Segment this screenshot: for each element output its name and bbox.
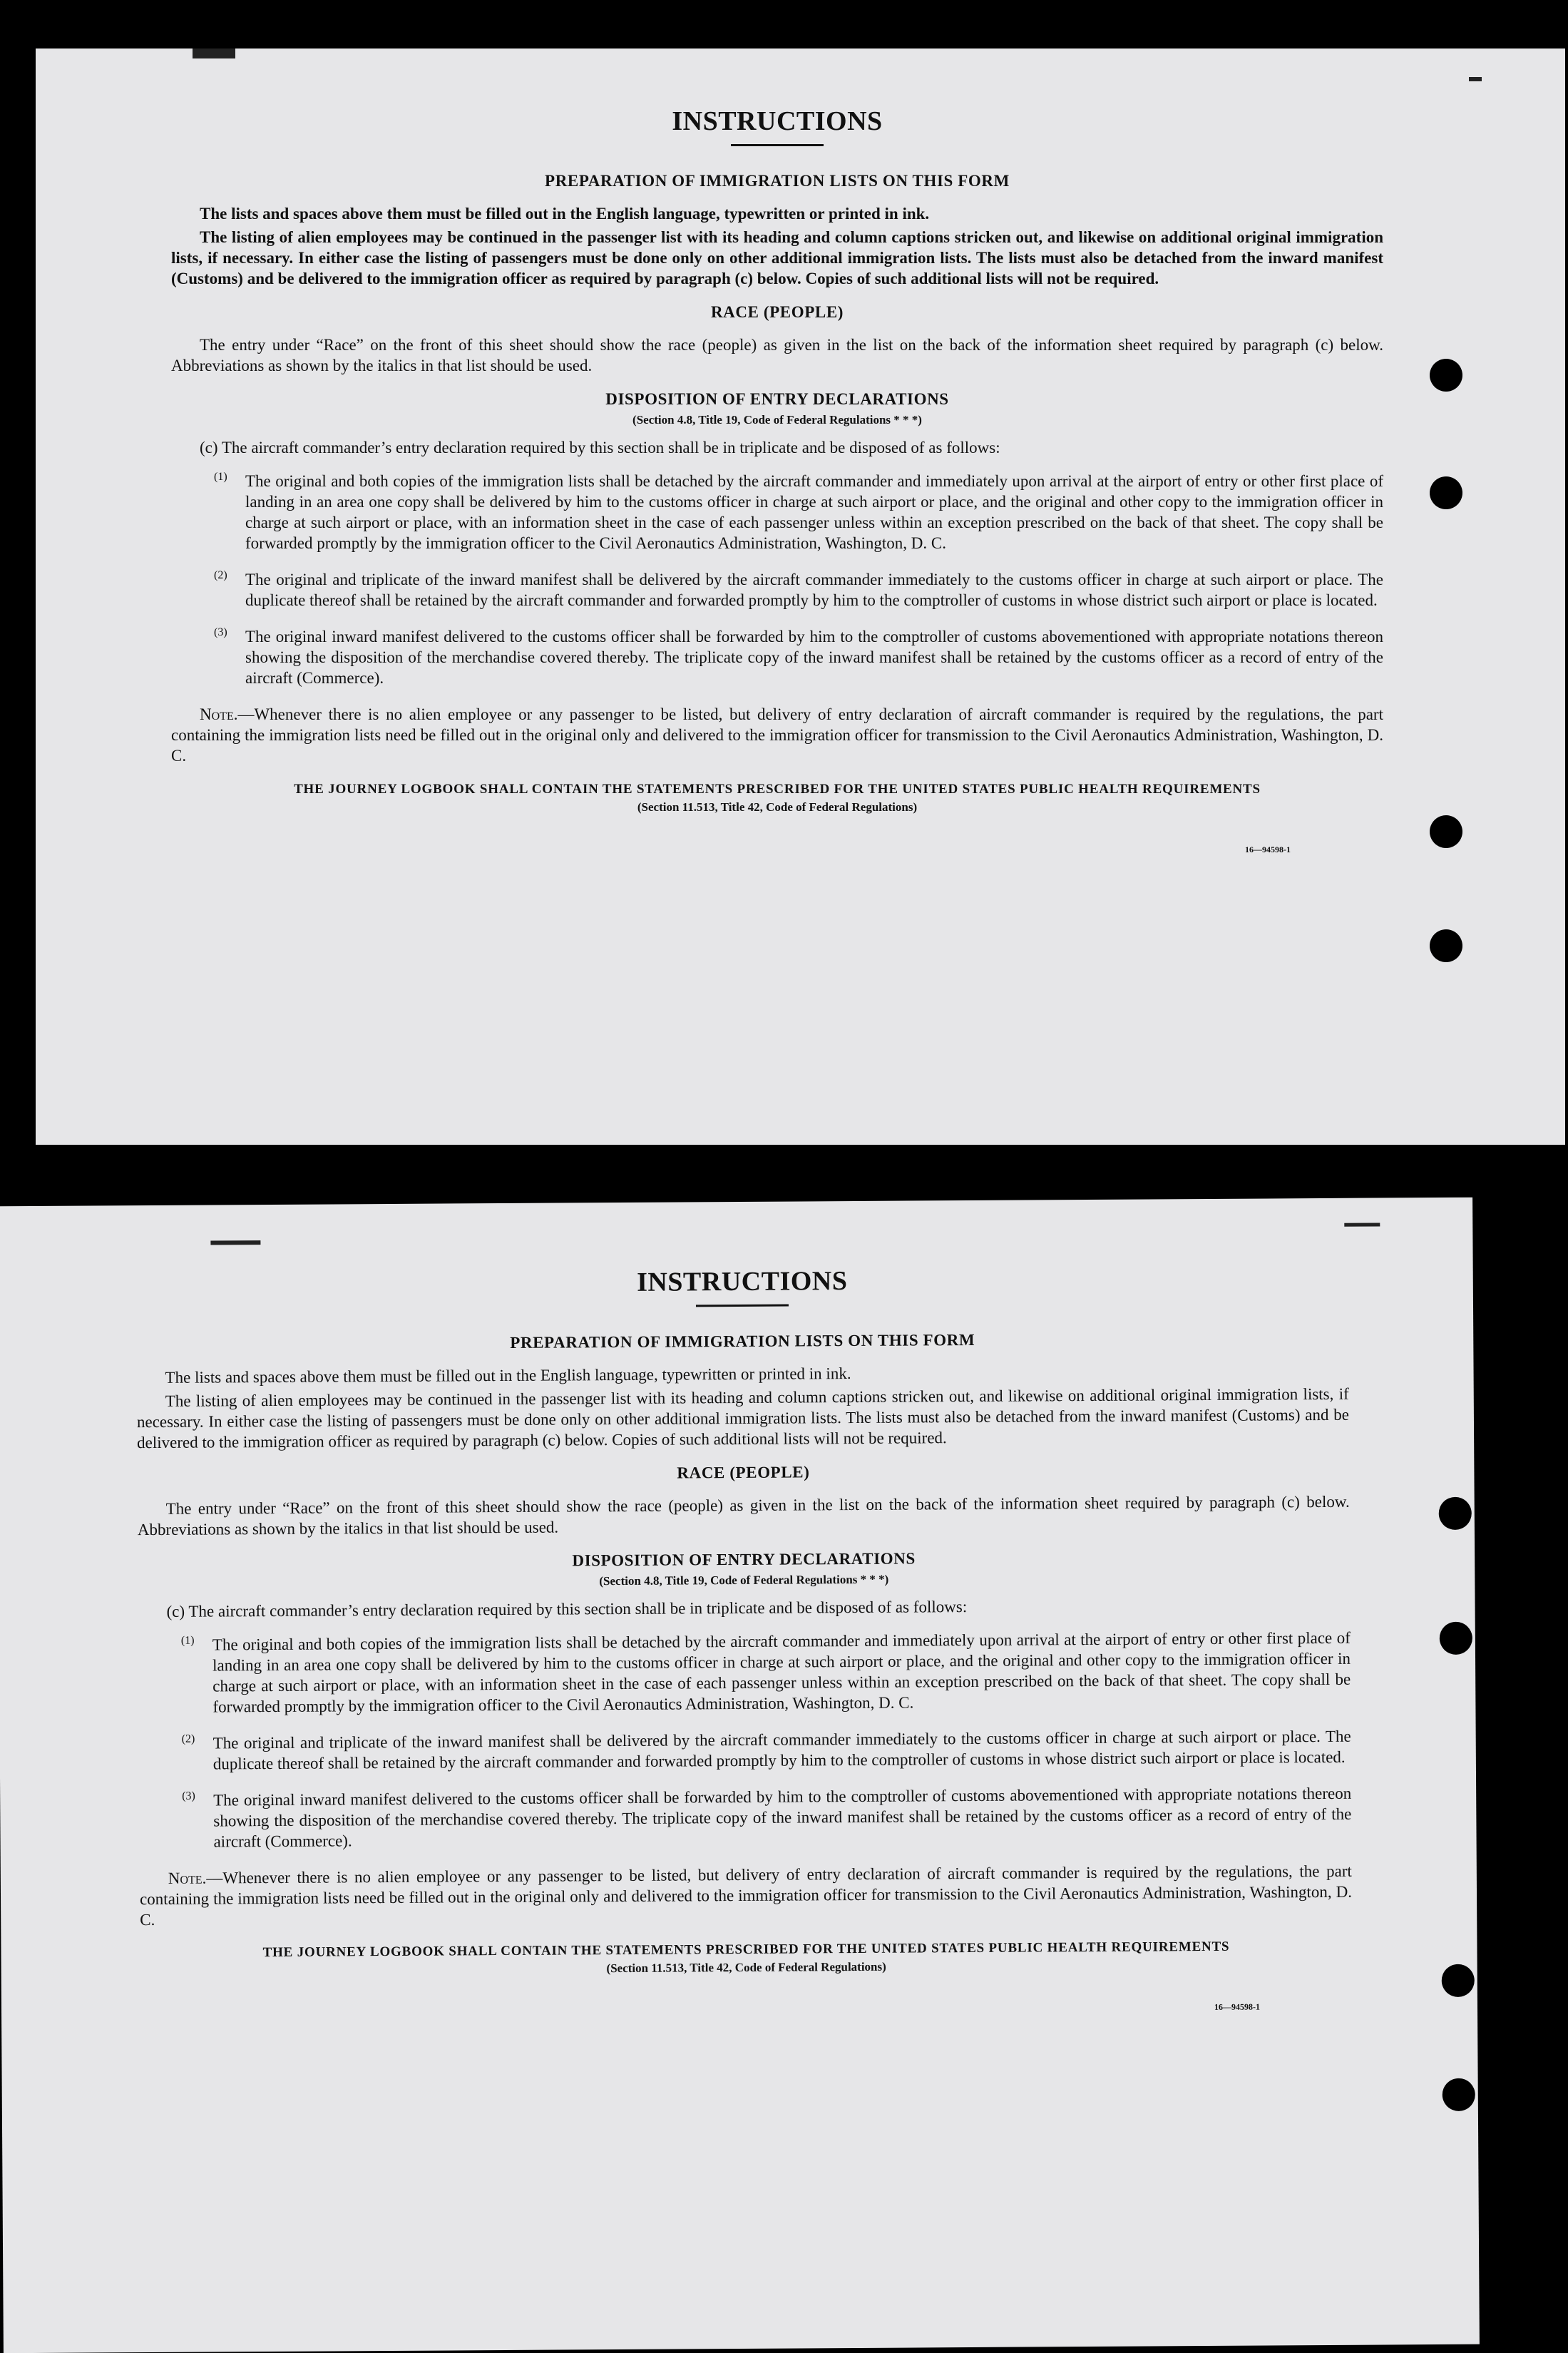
paragraph-c [166,1594,1350,1622]
paragraph-c [200,437,1383,458]
paragraph-c-label: (c) [166,1602,185,1620]
note-text: —Whenever there is no alien employee or any passenger to be listed, but delivery of entry declaration of aircraft commander is required by the regulations, the part containing the immigration lists need be filled out in the original only and delivered to the immigration officer for transmission to the Civil Aeronautics Administration, Washington, D. C. [171,705,1383,765]
heading-race: RACE (PEOPLE) [710,303,844,321]
list-item [182,1726,1351,1775]
scan-mark [1344,1223,1380,1226]
journey-citation: (Section 11.513, Title 42, Code of Federal Regulations) [606,1959,886,1976]
journey-logbook-statement: THE JOURNEY LOGBOOK SHALL CONTAIN THE STATEMENTS PRESCRIBED FOR THE UNITED STATES PUBLIC HEALTH REQUIREMENTS [294,782,1261,797]
title-rule [731,144,824,146]
title-rule [696,1305,789,1307]
journey-logbook-statement: THE JOURNEY LOGBOOK SHALL CONTAIN THE STATEMENTS PRESCRIBED FOR THE UNITED STATES PUBLIC HEALTH REQUIREMENTS [262,1939,1230,1961]
item-number: (3) [214,626,227,638]
paragraph-c-text: The aircraft commander’s entry declaration required by this section shall be in triplicate and be disposed of as follows: [188,1598,968,1620]
list-item [214,626,1383,688]
paragraph-alien-employees: The listing of alien employees may be continued in the passenger list with its heading and column captions stricken out, and likewise on additional original immigration lists, if necessary. In either case the listing of passengers must be done only on other additional immigration lists. The lists must also be detached from the inward manifest (Customs) and be delivered to the immigration officer as required by paragraph (c) below. Copies of such additional lists will not be required. [136,1384,1350,1452]
note-label: Note. [168,1869,207,1887]
item-text: The original inward manifest delivered to the customs officer shall be forwarded by him to the comptroller of customs abovementioned with appropriate notations thereon showing the disposition of the merchandise covered thereby. The triplicate copy of the inward manifest shall be retained by the customs officer as a record of entry of the aircraft (Commerce). [213,1784,1352,1851]
list-item [214,471,1383,553]
paragraph-race: The entry under “Race” on the front of this sheet should show the race (people) as given in the list on the back of the information sheet required by paragraph (c) below. Abbreviations as shown by the italics in that list should be used. [171,336,1383,374]
list-item [181,1628,1351,1717]
item-text: The original and both copies of the immigration lists shall be detached by the aircraft commander and immediately upon arrival at the airport of entry or other first place of landing in an area one copy shall be delivered by him to the customs officer in charge at such airport or place, and the original and other copy to the immigration officer in charge at such airport or place, with an information sheet in the case of each passenger unless within an exception prescribed on the back of that sheet. The copy shall be forwarded promptly by the immigration officer to the Civil Aeronautics Administration, Washington, D. C. [212,1628,1351,1716]
note-label: Note. [200,705,238,723]
heading-preparation: PREPARATION OF IMMIGRATION LISTS ON THIS FORM [545,172,1010,190]
citation-disposition: (Section 4.8, Title 19, Code of Federal Regulations * * *) [599,1572,889,1588]
punch-hole [1430,815,1462,848]
punch-hole [1439,1497,1472,1530]
note-text: —Whenever there is no alien employee or any passenger to be listed, but delivery of entry declaration of aircraft commander is required by the regulations, the part containing the immigration lists need be filled out in the original only and delivered to the immigration officer for transmission to the Civil Aeronautics Administration, Washington, D. C. [139,1862,1353,1929]
paragraph-race: The entry under “Race” on the front of this sheet should show the race (people) as given in the list on the back of the information sheet required by paragraph (c) below. Abbreviations as shown by the italics in that list should be used. [137,1492,1350,1539]
punch-hole [1430,929,1462,962]
item-number: (1) [180,1634,195,1647]
item-text: The original and both copies of the immigration lists shall be detached by the aircraft commander and immediately upon arrival at the airport of entry or other first place of landing in an area one copy shall be delivered by him to the customs officer in charge at such airport or place, and the original and other copy to the immigration officer in charge at such airport or place, with an information sheet in the case of each passenger unless within an exception prescribed on the back of that sheet. The copy shall be forwarded promptly by the immigration officer to the Civil Aeronautics Administration, Washington, D. C. [245,472,1383,552]
item-number: (2) [181,1732,195,1745]
form-number: 16—94598-1 [1214,2001,1261,2012]
instruction-sheet-upper [36,49,1565,1145]
page-title: INSTRUCTIONS [636,1266,848,1297]
punch-hole [1440,1622,1472,1655]
citation-disposition: (Section 4.8, Title 19, Code of Federal Regulations * * *) [632,413,922,427]
heading-disposition: DISPOSITION OF ENTRY DECLARATIONS [572,1549,916,1570]
punch-hole [1430,359,1462,392]
heading-race: RACE (PEOPLE) [677,1463,810,1482]
list-item [182,1783,1352,1852]
item-number: (2) [214,569,227,581]
paragraph-alien-employees: The listing of alien employees may be continued in the passenger list with its heading and column captions stricken out, and likewise on additional original immigration lists, if necessary. In either case the listing of passengers must be done only on other additional immigration lists. The lists must also be detached from the inward manifest (Customs) and be delivered to the immigration officer as required by paragraph (c) below. Copies of such additional lists will not be required. [171,228,1383,287]
note-paragraph [171,704,1383,766]
paragraph-lists: The lists and spaces above them must be filled out in the English language, typewritten or printed in ink. [200,205,930,223]
list-item [214,569,1383,611]
item-text: The original inward manifest delivered to the customs officer shall be forwarded by him to the comptroller of customs abovementioned with appropriate notations thereon showing the disposition of the merchandise covered thereby. The triplicate copy of the inward manifest shall be retained by the customs officer as a record of entry of the aircraft (Commerce). [245,628,1383,687]
item-number: (3) [182,1790,195,1802]
scan-mark [210,1240,260,1245]
scan-mark [1469,77,1482,81]
scan-mark [193,49,235,58]
punch-hole [1443,2078,1475,2111]
item-text: The original and triplicate of the inward manifest shall be delivered by the aircraft commander immediately to the customs officer in charge at such airport or place. The duplicate thereof shall be retained by the aircraft commander and forwarded promptly by him to the comptroller of customs in whose district such airport or place is located. [245,571,1383,609]
sheet-content [171,106,1383,855]
sheet-content [136,1262,1353,2019]
paragraph-c-text: The aircraft commander’s entry declaration required by this section shall be in triplicate and be disposed of as follows: [221,439,1000,456]
form-number: 16—94598-1 [1245,844,1291,854]
heading-preparation: PREPARATION OF IMMIGRATION LISTS ON THIS FORM [510,1330,975,1352]
note-paragraph [140,1861,1352,1930]
item-text: The original and triplicate of the inward manifest shall be delivered by the aircraft commander immediately to the customs officer in charge at such airport or place. The duplicate thereof shall be retained by the aircraft commander and forwarded promptly by him to the comptroller of customs in whose district such airport or place is located. [212,1727,1351,1773]
paragraph-c-label: (c) [200,439,218,456]
item-number: (1) [214,471,227,483]
heading-disposition: DISPOSITION OF ENTRY DECLARATIONS [605,390,949,408]
punch-hole [1430,476,1462,509]
punch-hole [1442,1964,1475,1997]
instruction-sheet-lower [0,1198,1480,2353]
paragraph-lists: The lists and spaces above them must be filled out in the English language, typewritten or printed in ink. [165,1364,851,1387]
journey-citation: (Section 11.513, Title 42, Code of Federal Regulations) [637,800,918,814]
page-title: INSTRUCTIONS [672,106,883,136]
